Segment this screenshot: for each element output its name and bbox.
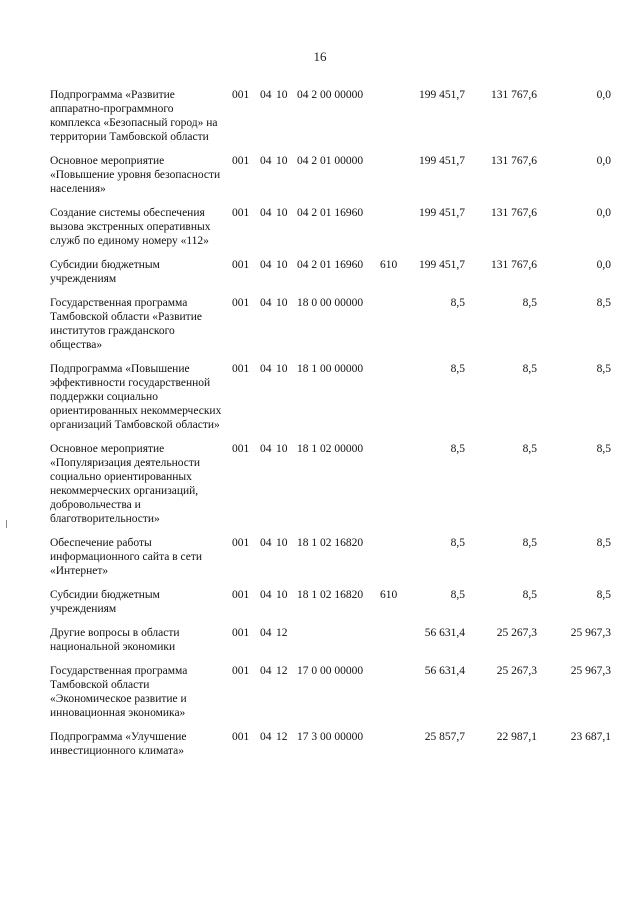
- row-name: Субсидии бюджетным учреждениям: [50, 589, 160, 615]
- code-subsection: 12: [276, 665, 288, 677]
- value-year-3: 0,0: [596, 259, 611, 271]
- value-year-1: 25 857,7: [424, 731, 465, 743]
- value-year-1: 8,5: [450, 363, 465, 375]
- code-section: 04: [260, 665, 272, 677]
- code-expense-type: 610: [380, 259, 398, 271]
- value-year-3: 25 967,3: [570, 665, 611, 677]
- value-year-1: 8,5: [450, 589, 465, 601]
- code-section: 04: [260, 731, 272, 743]
- code-subsection: 10: [276, 363, 288, 375]
- table-row: [50, 664, 615, 720]
- code-section: 04: [260, 207, 272, 219]
- table-row: [50, 296, 615, 352]
- code-target: 18 1 00 00000: [297, 363, 364, 375]
- value-year-1: 199 451,7: [419, 155, 465, 167]
- code-section: 04: [260, 297, 272, 309]
- value-year-3: 8,5: [596, 537, 611, 549]
- value-year-2: 131 767,6: [491, 259, 537, 271]
- code-ministry: 001: [232, 589, 250, 601]
- value-year-3: 23 687,1: [570, 731, 611, 743]
- value-year-3: 25 967,3: [570, 627, 611, 639]
- code-section: 04: [260, 155, 272, 167]
- code-subsection: 10: [276, 207, 288, 219]
- code-ministry: 001: [232, 363, 250, 375]
- table-row: [50, 88, 615, 144]
- margin-mark: [6, 520, 7, 528]
- code-section: 04: [260, 363, 272, 375]
- code-subsection: 10: [276, 297, 288, 309]
- value-year-1: 8,5: [450, 297, 465, 309]
- code-ministry: 001: [232, 627, 250, 639]
- row-name: Подпрограмма «Повышение эффективности государственной поддержки социально ориентированных некоммерческих организаций Тамбовской области»: [50, 363, 222, 431]
- code-ministry: 001: [232, 259, 250, 271]
- code-section: 04: [260, 89, 272, 101]
- code-ministry: 001: [232, 155, 250, 167]
- row-name: Государственная программа Тамбовской области «Развитие институтов гражданского общества»: [50, 297, 202, 351]
- code-ministry: 001: [232, 89, 250, 101]
- value-year-2: 8,5: [522, 589, 537, 601]
- table-row: [50, 362, 615, 432]
- code-subsection: 10: [276, 155, 288, 167]
- value-year-1: 199 451,7: [419, 259, 465, 271]
- value-year-1: 8,5: [450, 443, 465, 455]
- table-row: [50, 730, 615, 758]
- code-target: 18 1 02 00000: [297, 443, 364, 455]
- code-expense-type: 610: [380, 589, 398, 601]
- row-name: Государственная программа Тамбовской области «Экономическое развитие и инновационная экономика»: [50, 665, 188, 719]
- row-name: Субсидии бюджетным учреждениям: [50, 259, 160, 285]
- code-subsection: 10: [276, 589, 288, 601]
- code-ministry: 001: [232, 207, 250, 219]
- row-name: Основное мероприятие «Повышение уровня безопасности населения»: [50, 155, 221, 195]
- code-ministry: 001: [232, 665, 250, 677]
- value-year-2: 8,5: [522, 537, 537, 549]
- value-year-3: 8,5: [596, 363, 611, 375]
- value-year-3: 8,5: [596, 297, 611, 309]
- code-target: 18 1 02 16820: [297, 589, 364, 601]
- code-target: 17 0 00 00000: [297, 665, 364, 677]
- code-target: 18 0 00 00000: [297, 297, 364, 309]
- code-ministry: 001: [232, 731, 250, 743]
- table-row: [50, 154, 615, 196]
- value-year-3: 8,5: [596, 589, 611, 601]
- row-name: Обеспечение работы информационного сайта в сети «Интернет»: [50, 537, 203, 577]
- row-name: Подпрограмма «Развитие аппаратно-программного комплекса «Безопасный город» на территории Тамбовской области: [50, 89, 218, 143]
- code-target: 04 2 01 16960: [297, 259, 364, 271]
- code-target: 04 2 00 00000: [297, 89, 364, 101]
- value-year-2: 25 267,3: [496, 665, 537, 677]
- value-year-3: 8,5: [596, 443, 611, 455]
- table-row: [50, 588, 615, 616]
- code-subsection: 12: [276, 627, 288, 639]
- code-section: 04: [260, 589, 272, 601]
- code-subsection: 12: [276, 731, 288, 743]
- code-subsection: 10: [276, 537, 288, 549]
- code-subsection: 10: [276, 443, 288, 455]
- page-number: 16: [313, 49, 327, 64]
- value-year-1: 199 451,7: [419, 89, 465, 101]
- value-year-2: 131 767,6: [491, 155, 537, 167]
- value-year-1: 56 631,4: [424, 627, 465, 639]
- value-year-2: 8,5: [522, 363, 537, 375]
- value-year-1: 199 451,7: [419, 207, 465, 219]
- value-year-3: 0,0: [596, 89, 611, 101]
- row-name: Подпрограмма «Улучшение инвестиционного климата»: [50, 731, 187, 757]
- budget-table: [50, 88, 615, 768]
- value-year-2: 22 987,1: [496, 731, 537, 743]
- value-year-2: 8,5: [522, 443, 537, 455]
- table-row: [50, 626, 615, 654]
- code-section: 04: [260, 259, 272, 271]
- code-subsection: 10: [276, 259, 288, 271]
- value-year-2: 131 767,6: [491, 207, 537, 219]
- row-name: Создание системы обеспечения вызова экстренных оперативных служб по единому номеру «112»: [50, 207, 211, 247]
- table-row: [50, 536, 615, 578]
- code-target: 17 3 00 00000: [297, 731, 364, 743]
- value-year-2: 131 767,6: [491, 89, 537, 101]
- value-year-2: 8,5: [522, 297, 537, 309]
- code-ministry: 001: [232, 443, 250, 455]
- row-name: Другие вопросы в области национальной экономики: [50, 627, 180, 653]
- code-target: 04 2 01 16960: [297, 207, 364, 219]
- code-ministry: 001: [232, 537, 250, 549]
- value-year-1: 56 631,4: [424, 665, 465, 677]
- code-section: 04: [260, 443, 272, 455]
- value-year-1: 8,5: [450, 537, 465, 549]
- code-section: 04: [260, 537, 272, 549]
- code-target: 04 2 01 00000: [297, 155, 364, 167]
- row-name: Основное мероприятие «Популяризация деятельности социально ориентированных некоммерческих организаций, добровольчества и благотворительности»: [50, 443, 201, 525]
- table-row: [50, 206, 615, 248]
- value-year-3: 0,0: [596, 207, 611, 219]
- code-section: 04: [260, 627, 272, 639]
- code-target: 18 1 02 16820: [297, 537, 364, 549]
- table-row: [50, 442, 615, 526]
- value-year-2: 25 267,3: [496, 627, 537, 639]
- code-ministry: 001: [232, 297, 250, 309]
- table-row: [50, 258, 615, 286]
- value-year-3: 0,0: [596, 155, 611, 167]
- code-subsection: 10: [276, 89, 288, 101]
